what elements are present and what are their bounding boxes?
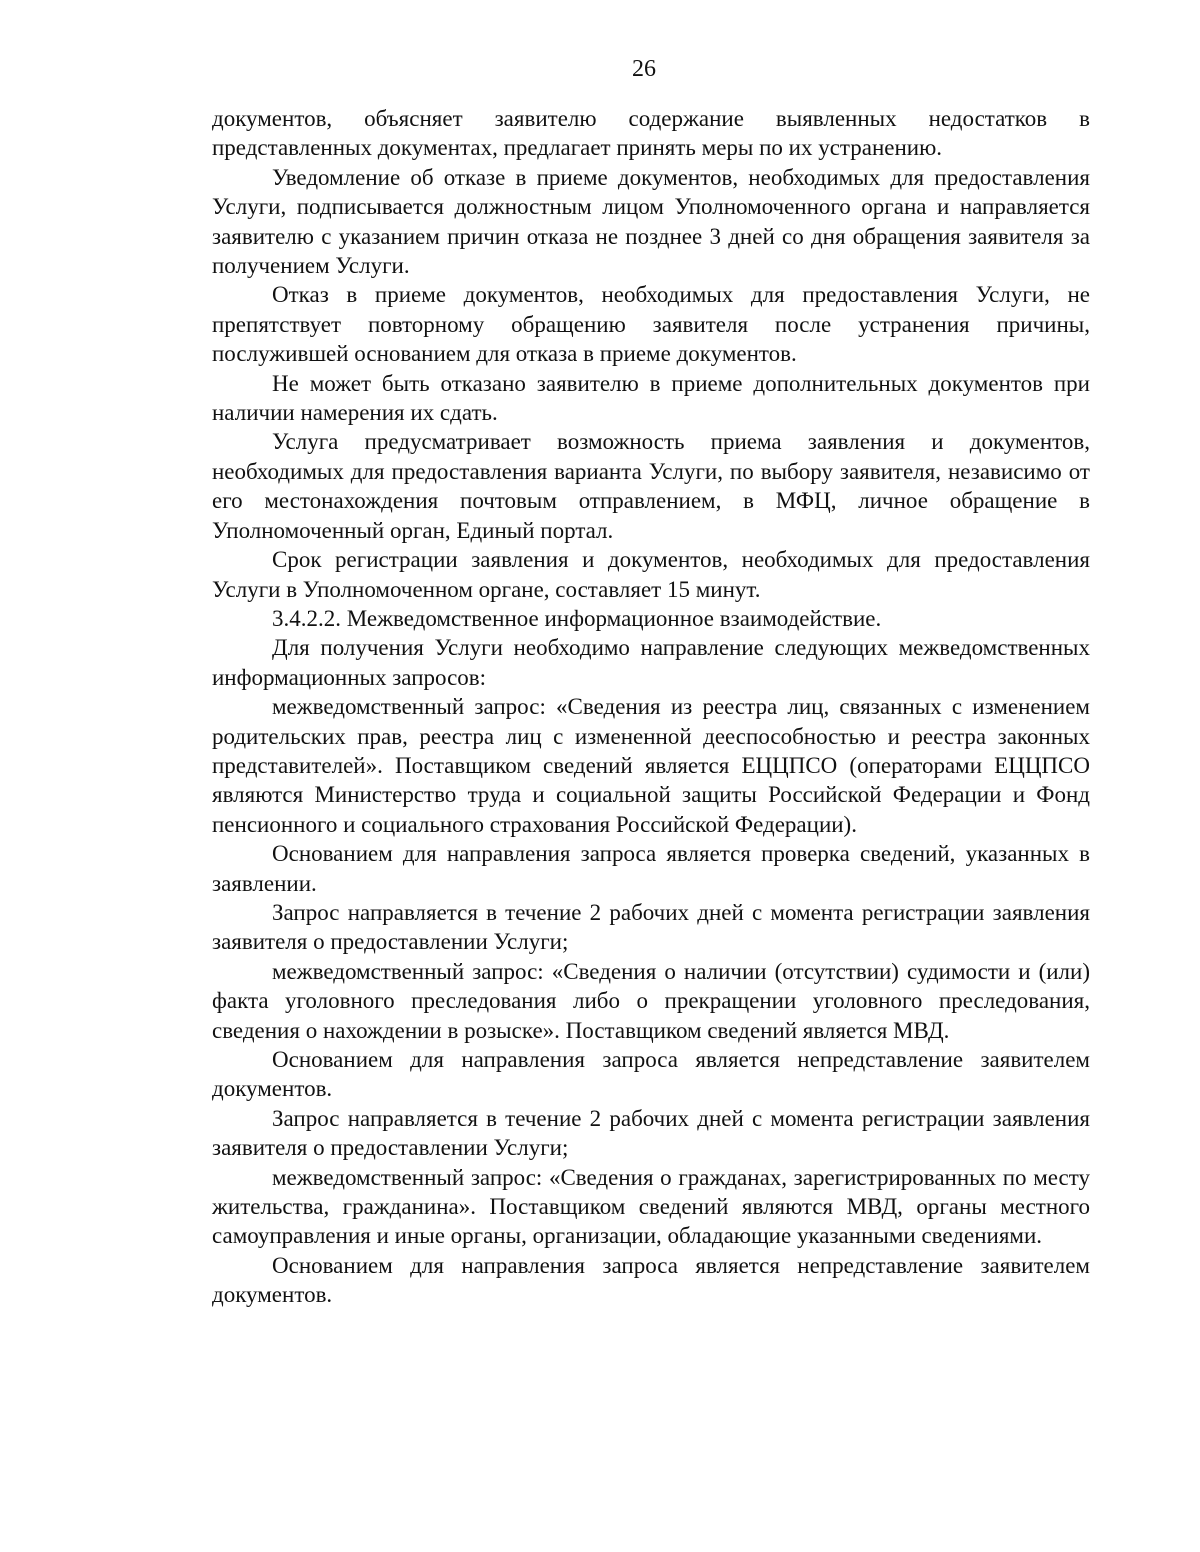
paragraph: Не может быть отказано заявителю в приеме дополнительных документов при наличии намерения их сдать. xyxy=(212,370,1090,426)
paragraph: Уведомление об отказе в приеме документов, необходимых для предоставления Услуги, подписывается должностным лицом Уполномоченного органа и направляется заявителю с указанием причин отказа не позднее 3 дней со дня обращения заявителя за получением Услуги. xyxy=(212,164,1090,279)
paragraph: Отказ в приеме документов, необходимых для предоставления Услуги, не препятствует повторному обращению заявителя после устранения причины, послужившей основанием для отказа в приеме документов. xyxy=(212,282,1090,367)
paragraph: межведомственный запрос: «Сведения из реестра лиц, связанных с изменением родительских прав, реестра лиц с измененной дееспособностью и реестра законных представителей». Поставщиком сведений является ЕЦЦПСО (операторами ЕЦЦПСО являются Министерство труда и социальной защиты Российской Федерации и Фонд пенсионного и социального страхования Российской Федерации). xyxy=(212,694,1090,837)
paragraph: Услуга предусматривает возможность приема заявления и документов, необходимых для предоставления варианта Услуги, по выбору заявителя, независимо от его местонахождения почтовым отправлением, в МФЦ, личное обращение в Уполномоченный орган, Единый портал. xyxy=(212,429,1090,543)
paragraph: межведомственный запрос: «Сведения о наличии (отсутствии) судимости и (или) факта уголовного преследования либо о прекращении уголовного преследования, сведения о нахождении в розыске». Поставщиком сведений является МВД. xyxy=(212,958,1090,1043)
body-text xyxy=(212,104,1090,1310)
paragraph: Запрос направляется в течение 2 рабочих дней с момента регистрации заявления заявителя о предоставлении Услуги; xyxy=(212,899,1090,955)
paragraph: документов, объясняет заявителю содержание выявленных недостатков в представленных документах, предлагает принять меры по их устранению. xyxy=(212,106,1090,161)
paragraph: Основанием для направления запроса является проверка сведений, указанных в заявлении. xyxy=(212,841,1090,896)
paragraph: Основанием для направления запроса является непредставление заявителем документов. xyxy=(212,1252,1090,1308)
paragraph: Для получения Услуги необходимо направление следующих межведомственных информационных запросов: xyxy=(212,635,1090,690)
paragraph: 3.4.2.2. Межведомственное информационное взаимодействие. xyxy=(272,605,882,631)
paragraph: Запрос направляется в течение 2 рабочих дней с момента регистрации заявления заявителя о предоставлении Услуги; xyxy=(212,1105,1090,1161)
paragraph: межведомственный запрос: «Сведения о гражданах, зарегистрированных по месту жительства, гражданина». Поставщиком сведений являются МВД, органы местного самоуправления и иные органы, организации, обладающие указанными сведениями. xyxy=(212,1164,1090,1249)
page-number: 26 xyxy=(632,56,656,82)
paragraph: Основанием для направления запроса является непредставление заявителем документов. xyxy=(212,1047,1090,1102)
paragraph: Срок регистрации заявления и документов, необходимых для предоставления Услуги в Уполномоченном органе, составляет 15 минут. xyxy=(212,547,1090,602)
